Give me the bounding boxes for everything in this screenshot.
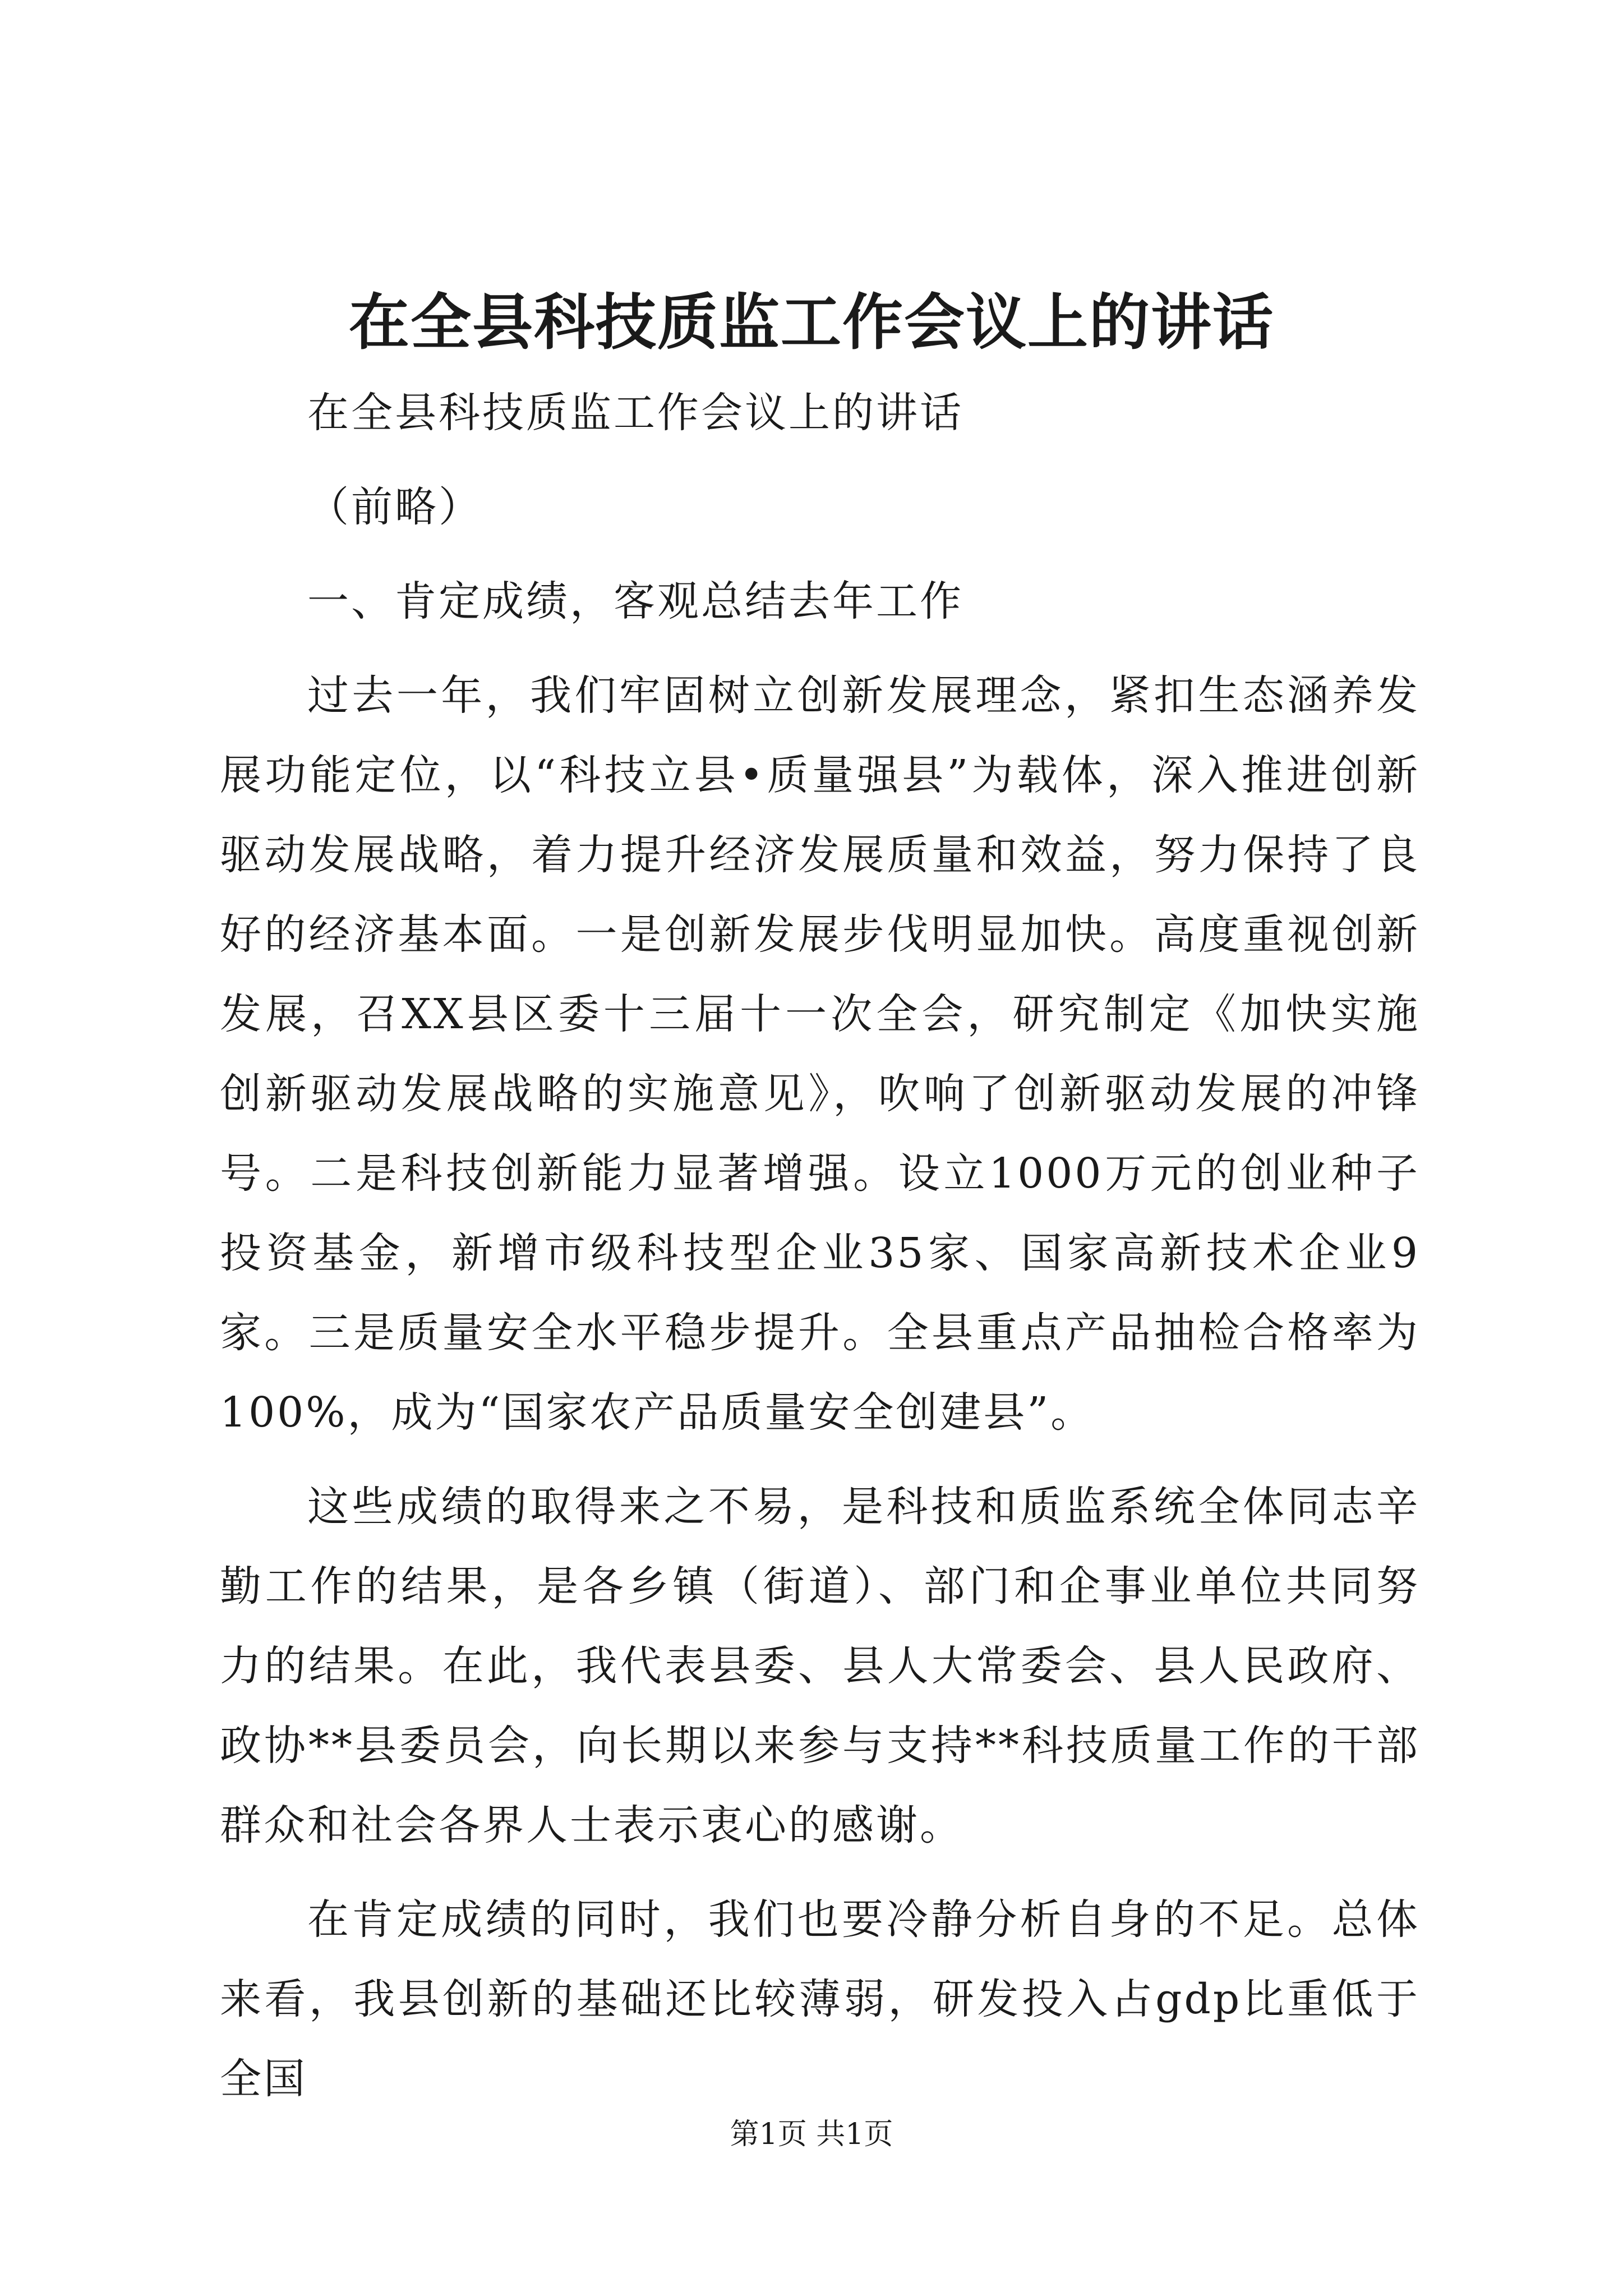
body-paragraph: 过去一年，我们牢固树立创新发展理念，紧扣生态涵养发展功能定位，以“科技立县•质量强县”为载体，深入推进创新驱动发展战略，着力提升经济发展质量和效益，努力保持了良好的经济基本面。一是创新发展步伐明显加快。高度重视创新发展，召XX县区委十三届十一次全会，研究制定《加快实施创新驱动发展战略的实施意见》，吹响了创新驱动发展的冲锋号。二是科技创新能力显著增强。设立1000万元的创业种子投资基金，新增市级科技型企业35家、国家高新技术企业9家。三是质量安全水平稳步提升。全县重点产品抽检合格率为100%，成为“国家农产品质量安全创建县”。 (220, 671, 1420, 1437)
page-number-footer: 第1页 共1页 (730, 2118, 893, 2151)
document-body (220, 373, 1420, 2133)
document-title: 在全县科技质监工作会议上的讲话 (348, 287, 1274, 358)
section-heading-1: 一、肯定成绩，客观总结去年工作 (307, 577, 963, 625)
omission-note: （前略） (307, 483, 482, 531)
body-paragraph: 这些成绩的取得来之不易，是科技和质监系统全体同志辛勤工作的结果，是各乡镇（街道）、部门和企事业单位共同努力的结果。在此，我代表县委、县人大常委会、县人民政府、政协**县委员会，向长期以来参与支持**科技质量工作的干部群众和社会各界人士表示衷心的感谢。 (220, 1483, 1420, 1849)
body-paragraph: 在肯定成绩的同时，我们也要冷静分析自身的不足。总体来看，我县创新的基础还比较薄弱，研发投入占gdp比重低于全国 (220, 1895, 1420, 2103)
subtitle-paragraph: 在全县科技质监工作会议上的讲话 (307, 389, 963, 437)
